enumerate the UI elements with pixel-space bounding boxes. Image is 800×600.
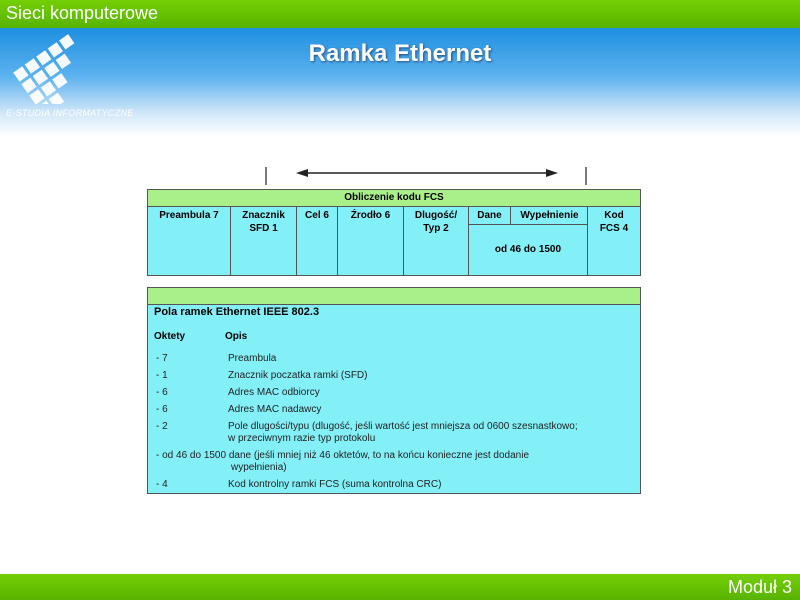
row-octets: - 1 <box>156 370 168 381</box>
frame-field-fcs <box>588 207 640 275</box>
col-header-octets: Oktety <box>154 331 186 342</box>
field-label: Znacznik <box>242 210 285 221</box>
col-header-desc: Opis <box>225 331 248 342</box>
row-desc: Pole dlugości/typu (dlugość, jeśli wartość jest mniejsza od 0600 szesnastkowo; <box>228 421 578 432</box>
slide-title: Ramka Ethernet <box>308 40 492 67</box>
module-label: Moduł 3 <box>727 577 792 597</box>
top-bar <box>0 0 800 28</box>
field-label: Dlugość/ <box>414 210 458 221</box>
frame-field-data: Dane <box>469 207 511 225</box>
frame-field-data-pad <box>469 207 588 275</box>
row-desc: Preambula <box>228 353 277 364</box>
frame-field-length <box>404 207 469 275</box>
logo-text: E-STUDIA INFORMATYCZNE <box>6 108 134 118</box>
table-header-bar <box>147 287 641 305</box>
row-octets: - od 46 do 1500 dane (jeśli mniej niż 46 oktetów, to na końcu konieczne jest dodanie <box>156 450 530 461</box>
row-desc-cont: wypełnienia) <box>231 462 287 473</box>
fcs-label-bar <box>147 189 641 207</box>
row-desc: Adres MAC odbiorcy <box>228 387 320 398</box>
field-label: Kod <box>604 210 624 221</box>
frame-field-dest <box>297 207 338 275</box>
field-label: Cel 6 <box>305 210 329 221</box>
field-label-2: FCS 4 <box>599 223 629 234</box>
field-label: Preambula 7 <box>159 210 219 221</box>
frame-field-sfd <box>231 207 297 275</box>
fcs-range-arrow <box>260 165 595 187</box>
frame-field-padding: Wypełnienie <box>511 207 588 225</box>
row-desc: Znacznik poczatka ramki (SFD) <box>228 370 368 381</box>
row-desc: Kod kontrolny ramki FCS (suma kontrolna CRC) <box>228 479 442 490</box>
row-octets: - 6 <box>156 387 168 398</box>
field-label-2: SFD 1 <box>249 223 278 234</box>
row-octets: - 2 <box>156 421 168 432</box>
field-label-2: Typ 2 <box>423 223 449 234</box>
frame-field-preamble <box>148 207 231 275</box>
fcs-label: Obliczenie kodu FCS <box>344 192 444 203</box>
field-label: Źrodło 6 <box>350 210 391 221</box>
bottom-bar <box>0 574 800 600</box>
course-title: Sieci komputerowe <box>6 3 159 23</box>
frame-field-source <box>338 207 404 275</box>
row-octets: - 4 <box>156 479 168 490</box>
fields-table <box>147 304 641 494</box>
data-range-label: od 46 do 1500 <box>494 244 562 255</box>
row-desc-cont: w przeciwnym razie typ protokolu <box>228 433 376 444</box>
table-title: Pola ramek Ethernet IEEE 802.3 <box>154 306 320 318</box>
row-desc: Adres MAC nadawcy <box>228 404 322 415</box>
ethernet-frame <box>147 206 641 276</box>
row-octets: - 7 <box>156 353 168 364</box>
row-octets: - 6 <box>156 404 168 415</box>
